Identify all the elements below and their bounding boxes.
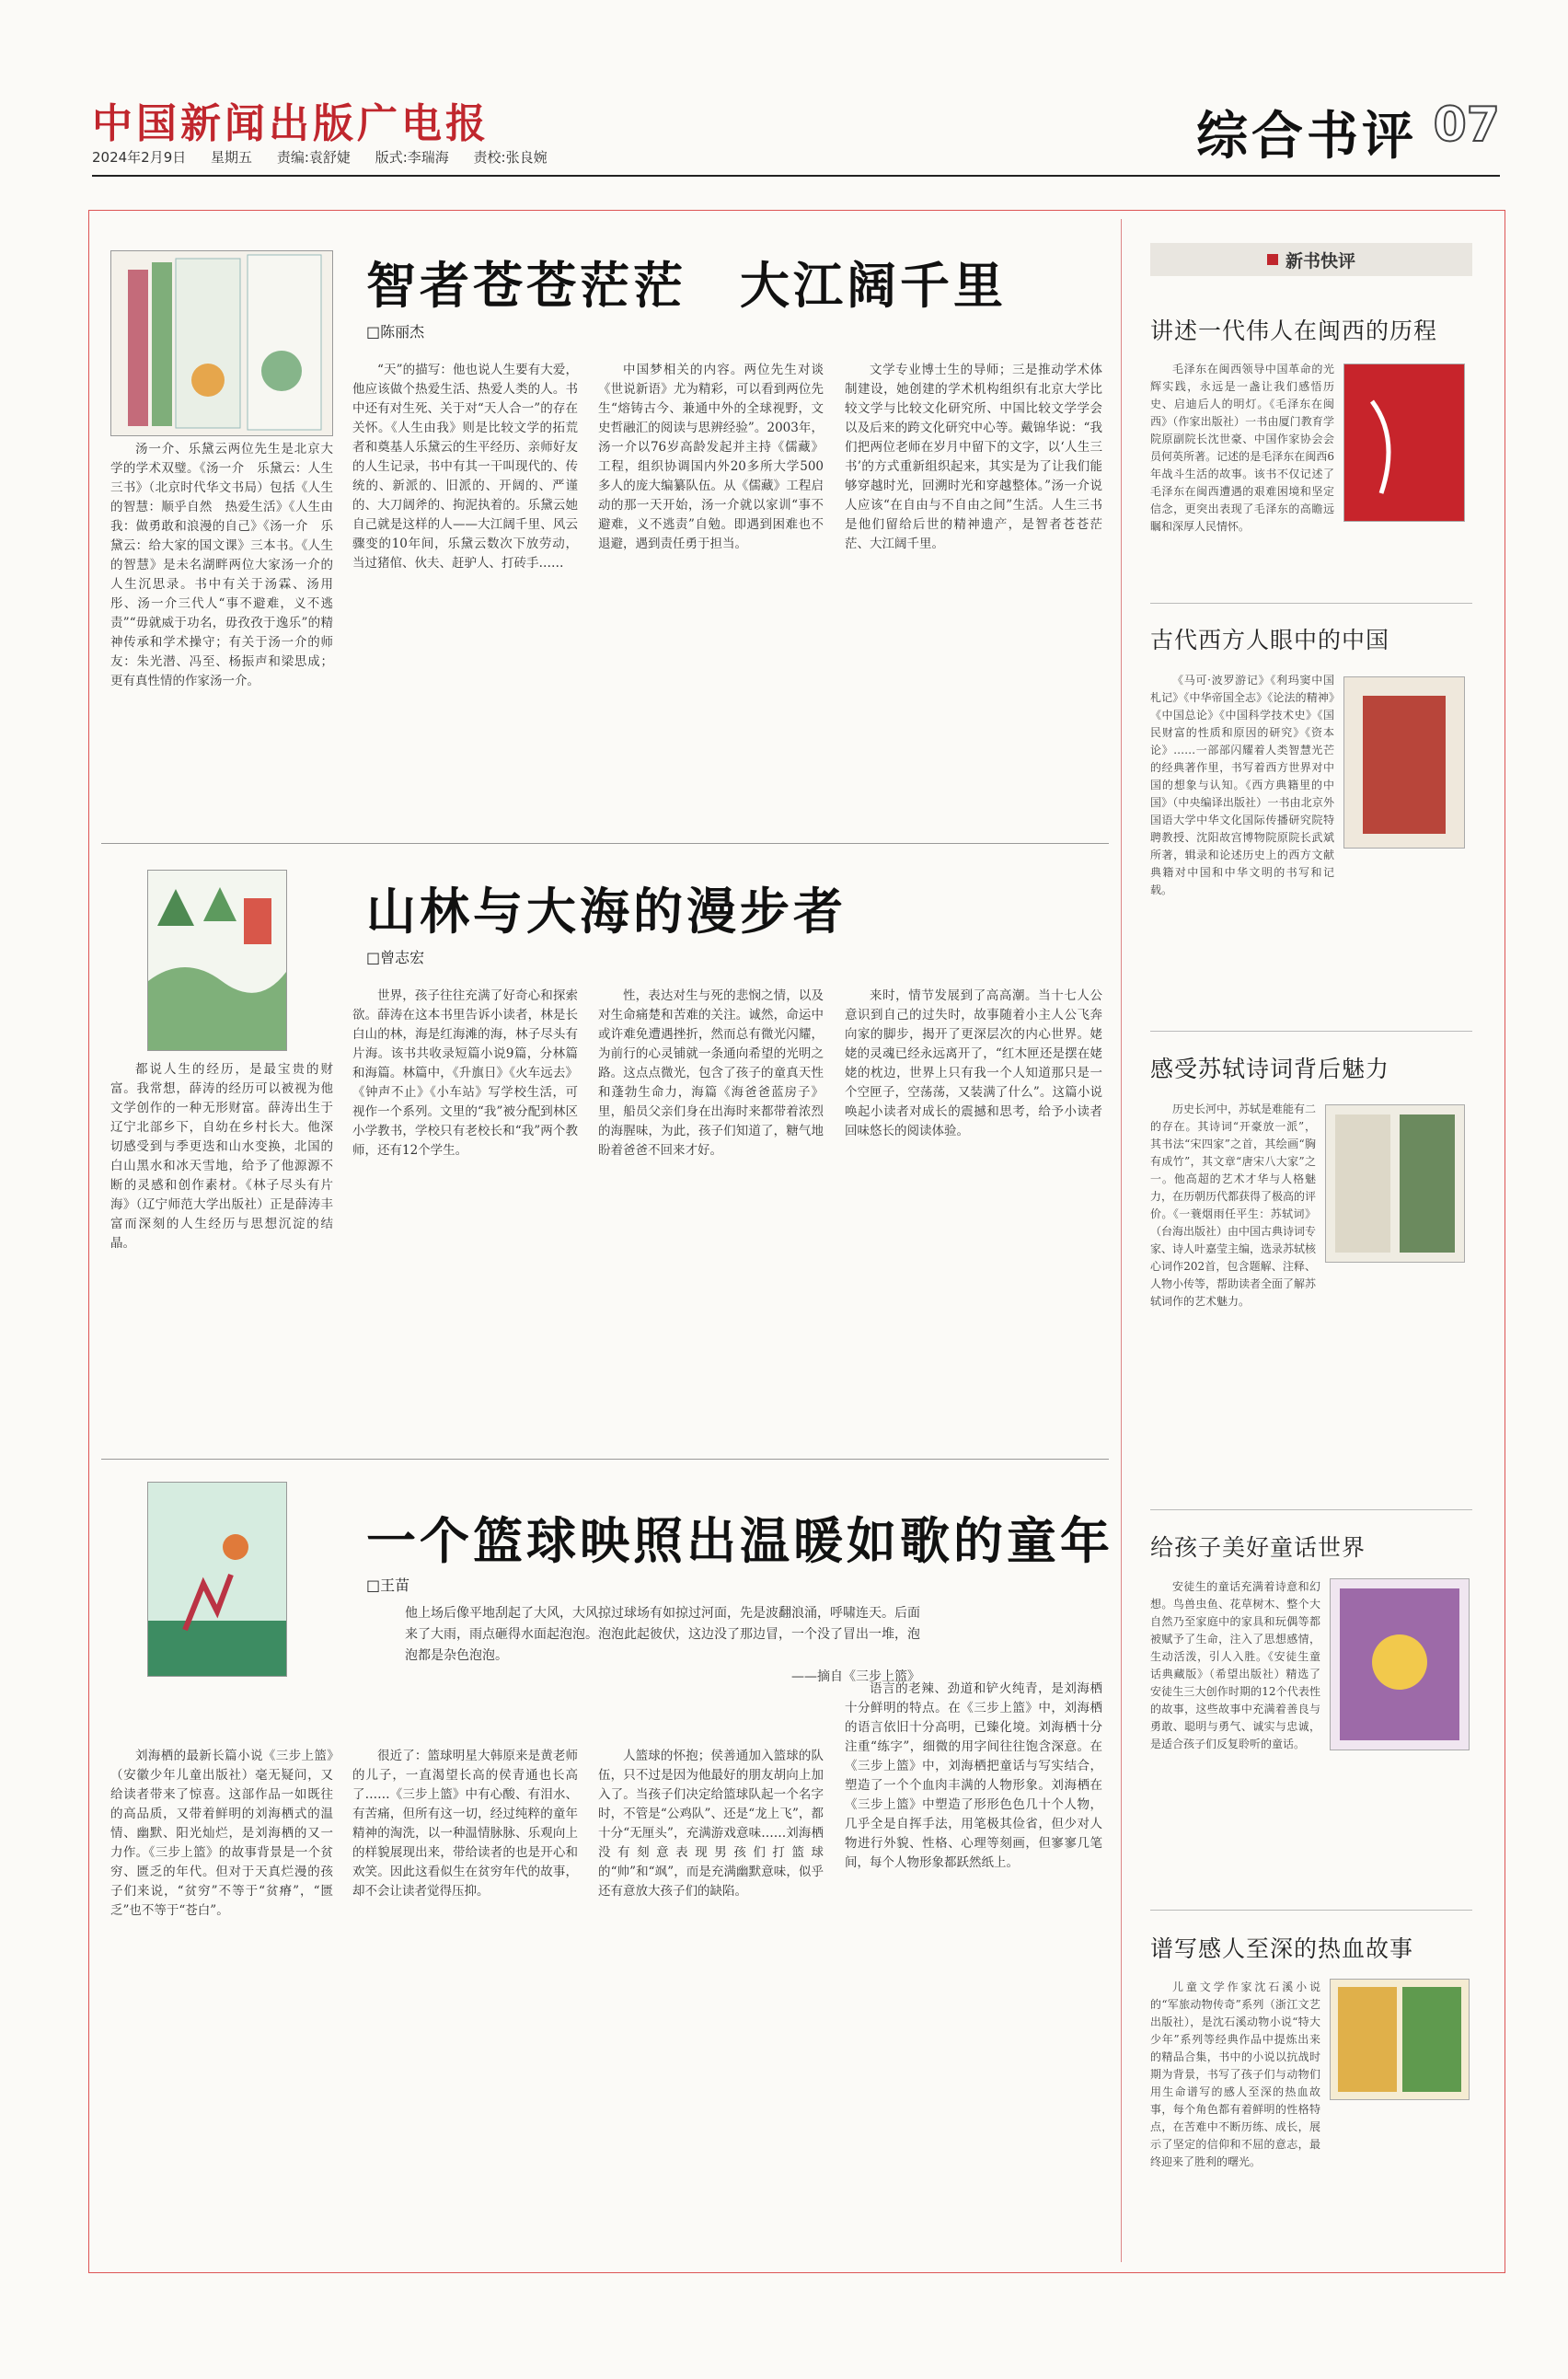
sidebar-item-5-title: 谱写感人至深的热血故事	[1150, 1935, 1414, 1962]
sidebar-item-1-body: 毛泽东在闽西领导中国革命的光辉实践，永远是一盏让我们感悟历史、启迪后人的明灯。《毛泽东在闽西》（作家出版社）一书由厦门教育学院原副院长沈世豪、中国作家协会会员何英所著。记述的是毛泽东在闽西6年战斗生活的故事。该书不仅记述了毛泽东在闽西遭遇的艰难困境和坚定信念，更突出表现了毛泽东的高瞻远瞩和深厚人民情怀。	[1150, 363, 1334, 533]
book-cover-renshengsanshu	[110, 250, 333, 436]
sidebar-item-4-body: 安徒生的童话充满着诗意和幻想。鸟兽虫鱼、花草树木、整个大自然乃至家庭中的家具和玩偶等都被赋予了生命，注入了思想感情，生动活泼，引人入胜。《安徒生童话典藏版》（希望出版社）精选了安徒生三大创作时期的12个代表性的故事，这些故事中充满着善良与勇敢、聪明与勇气、诚实与忠诚，是适合孩子们反复聆听的童话。	[1150, 1580, 1320, 1750]
article-3-byline: □王苗	[366, 1576, 410, 1594]
book-cover-linzijintou	[147, 870, 287, 1051]
sidebar-item-1-title: 讲述一代伟人在闽西的历程	[1150, 318, 1438, 344]
article-2-col-1: 都说人生的经历，是最宝贵的财富。我常想，薛涛的经历可以被视为他文学创作的一种无形财富。薛涛出生于辽宁北部乡下，自幼在乡村长大。他深切感受到与季更迭和山水变换，北国的白山黑水和冰天雪地，给予了他源源不断的灵感和创作素材。《林子尽头有片海》（辽宁师范大学出版社）正是薛涛丰富而深刻的人生经历与思想沉淀的结晶。	[110, 1062, 333, 1251]
article-2-col-3: 性，表达对生与死的悲悯之情，以及对生命痛楚和苦难的关注。诚然，命运中或许难免遭遇挫折，然而总有微光闪耀，为前行的心灵铺就一条通向希望的光明之路。这点点微光，包含了孩子的童真天性和蓬勃生命力，海篇《海爸爸蓝房子》里，船员父亲们身在出海时来都带着浓烈的海腥味，为此，孩子们知道了，糖气地盼着爸爸不回来才好。	[598, 988, 824, 1158]
article-1-col-1: 汤一介、乐黛云两位先生是北京大学的学术双璧。《汤一介 乐黛云：人生三书》（北京时代华文书局）包括《人生的智慧：顺乎自然 热爱生活》《人生由我：做勇敢和浪漫的自己》《汤一介 乐黛云：给大家的国文课》三本书。《人生的智慧》是未名湖畔两位大家汤一介的人生沉思录。书中有关于汤霖、汤用彤、汤一介三代人“事不避难，义不逃责”“毋就威于功名，毋孜孜于逸乐”的精神传承和学术操守；有关于汤一介的师友：朱光潜、冯至、杨振声和梁思成；更有真性情的作家汤一介。	[110, 442, 333, 688]
sidebar-square-icon	[1267, 254, 1278, 265]
article-3-col-2: 很近了：篮球明星大韩原来是黄老师的儿子，一直渴望长高的侯青通也长高了……《三步上篮》中有心酸、有泪水、有苦痛，但所有这一切，经过纯粹的童年精神的淘洗，以一种温情脉脉、乐观向上的样貌展现出来，带给读者的也是开心和欢笑。因此这看似生在贫穷年代的故事，却不会让读者觉得压抑。	[352, 1749, 578, 1899]
article-1-col-3: 中国梦相关的内容。两位先生对谈《世说新语》尤为精彩，可以看到两位先生“熔铸古今、兼通中外的全球视野，文史哲融汇的阅读与思辨经验”。2003年，汤一介以76岁高龄发起并主持《儒藏》工程，组织协调国内外20多所大学500多人的庞大编纂队伍。从《儒藏》工程启动的那一天开始，汤一介就以家训“事不避难，义不逃责”自勉。即遇到困难也不退避，遇到责任勇于担当。	[598, 363, 824, 551]
newspaper-logo: 中国新闻出版广电报	[92, 100, 490, 147]
proof-credit: 责校:张良婉	[473, 149, 548, 166]
sidebar-item-4-title: 给孩子美好童话世界	[1150, 1534, 1366, 1561]
sidebar-item-2-title: 古代西方人眼中的中国	[1150, 627, 1390, 653]
masthead	[92, 90, 1500, 182]
article-3-col-3: 人篮球的怀抱；侯善通加入篮球的队伍，只不过是因为他最好的朋友胡向上加入了。当孩子们决定给篮球队起一个名字时，不管是“公鸡队”、还是“龙上飞”，都十分“无厘头”，充满游戏意味……刘海栖没有刻意表现男孩们打篮球的“帅”和“飒”，而是充满幽默意味，似乎还有意放大孩子们的缺陷。	[598, 1749, 824, 1899]
issue-weekday: 星期五	[211, 149, 253, 166]
pull-quote-text: 他上场后像平地刮起了大风，大风掠过球场有如掠过河面，先是波翻浪涌，呼啸连天。后面来了大雨，雨点砸得水面起泡泡。泡泡此起彼伏，这边没了那边冒，一个没了冒出一堆，泡泡都是杂色泡泡。	[405, 1606, 920, 1663]
sidebar-item-2-body: 《马可·波罗游记》《利玛窦中国札记》《中华帝国全志》《论法的精神》《中国总论》《中国科学技术史》《国民财富的性质和原因的研究》《资本论》……一部部闪耀着人类智慧光芒的经典著作里，书写着西方世界对中国的想象与认知。《西方典籍里的中国》（中央编译出版社）一书由北京外国语大学中华文化国际传播研究院特聘教授、沈阳故宫博物院原院长武斌所著，辑录和论述历史上的西方文献典籍对中国和中华文明的书写和记载。	[1150, 674, 1334, 896]
sidebar-rule-2	[1150, 1031, 1472, 1032]
book-cover-sanbushanglan	[147, 1482, 287, 1677]
article-divider-1	[101, 843, 1109, 844]
page-number: 07	[1433, 98, 1500, 153]
article-3-headline: 一个篮球映照出温暖如歌的童年	[366, 1511, 1113, 1570]
section-title: 综合书评	[1196, 107, 1417, 167]
sidebar-rule-1	[1150, 603, 1472, 604]
layout-credit: 版式:李瑞海	[375, 149, 449, 166]
editor-credit: 责编:袁舒婕	[276, 149, 351, 166]
article-2-col-2: 世界，孩子往往充满了好奇心和探索欲。薛涛在这本书里告诉小读者，林是长白山的林，海是红海滩的海，林子尽头有片海。该书共收录短篇小说9篇，分林篇和海篇。林篇中，《升旗日》《火车远去》《钟声不止》《小车站》写学校生活，可视作一个系列。文里的“我”被分配到林区小学教书，学校只有老校长和“我”两个教师，还有12个学生。	[352, 988, 578, 1158]
article-1-headline: 智者苍苍茫茫 大江阔千里	[366, 256, 1007, 315]
article-1-byline: □陈丽杰	[366, 323, 425, 341]
sidebar-rule-4	[1150, 1910, 1472, 1911]
article-1-col-4: 文学专业博士生的导师；三是推动学术体制建设，她创建的学术机构组织有北京大学比较文学与比较文化研究所、中国比较文学学会以及后来的跨文化研究中心等。戴锦华说：“我们把两位老师在岁月中留下的文字，以‘人生三书’的方式重新组织起来，其实是为了让我们能够穿越时光，回溯时光和穿越整体。”汤一介说人应该“在自由与不自由之间”生活。人生三书是他们留给后世的精神遗产，是智者苍苍茫茫、大江阔千里。	[845, 363, 1102, 551]
pull-quote	[405, 1603, 920, 1688]
article-divider-2	[101, 1459, 1109, 1460]
sidebar-item-3-title: 感受苏轼诗词背后魅力	[1150, 1056, 1390, 1082]
column-divider	[1121, 219, 1122, 2262]
pull-quote-source: ——摘自《三步上篮》	[791, 1669, 920, 1684]
sidebar-item-3-body: 历史长河中，苏轼是难能有二的存在。其诗词“开豪放一派”，其书法“宋四家”之首，其绘画“胸有成竹”，其文章“唐宋八大家”之一。他高超的艺术才华与人格魅力，在历朝历代都获得了极高的评价。《一蓑烟雨任平生：苏轼词》（台海出版社）由中国古典诗词专家、诗人叶嘉莹主编，选录苏轼核心词作202首，包含题解、注释、人物小传等，帮助读者全面了解苏轼词作的艺术魅力。	[1150, 1103, 1317, 1308]
article-1-col-2: “天”的描写：他也说人生要有大爱，他应该做个热爱生活、热爱人类的人。书中还有对生死、关于对“天人合一”的存在关怀。《人生由我》则是比较文学的拓荒者和奠基人乐黛云的生平经历、亲师好友的人生记录，书中有其一干叫现代的、传统的、新派的、旧派的、开阔的、严谨的、大刀阔斧的、拘泥执着的。乐黛云她自己就是这样的人——大江阔千里、风云骤变的10年间，乐黛云数次下放劳动，当过猪倌、伙夫、赶驴人、打砖手……	[352, 363, 578, 571]
article-3-col-1: 刘海栖的最新长篇小说《三步上篮》（安徽少年儿童出版社）毫无疑问，又给读者带来了惊喜。这部作品一如既往的高品质，又带着鲜明的刘海栖式的温情、幽默、阳光灿烂，是刘海栖的又一力作。《三步上篮》的故事背景是一个贫穷、匮乏的年代。但对于天真烂漫的孩子们来说，“贫穷”不等于“贫瘠”，“匮乏”也不等于“苍白”。	[110, 1749, 333, 1918]
sidebar-item-1-cover	[1343, 364, 1465, 522]
sidebar-rule-3	[1150, 1509, 1472, 1510]
article-3-col-4: 语言的老辣、劲道和铲火纯青，是刘海栖十分鲜明的特点。在《三步上篮》中，刘海栖的语言依旧十分高明，已臻化境。刘海栖十分注重“练字”，细微的用字间往往饱含深意。在《三步上篮》中，刘海栖把童话与写实结合，塑造了一个个血肉丰满的人物形象。刘海栖在《三步上篮》中塑造了形形色色几十个人物，几乎全是自挥手法，用笔极其俭省，但少对人物进行外貌、性格、心理等刻画，但寥寥几笔间，每个人物形象都跃然纸上。	[845, 1681, 1102, 1870]
sidebar-header: 新书快评	[1150, 243, 1472, 276]
masthead-rule	[92, 175, 1500, 177]
article-2-col-4: 来时，情节发展到了高高潮。当十七人公意识到自己的过失时，故事随着小主人公飞奔向家的脚步，揭开了更深层次的内心世界。姥姥的灵魂已经永远离开了，“红木匣还是摆在姥姥的枕边，世界上只有我一个人知道那只是一个空匣子，空荡荡，又装满了什么”。这篇小说唤起小读者对成长的震撼和思考，给予小读者回味悠长的阅读体验。	[845, 988, 1102, 1138]
issue-date: 2024年2月9日	[92, 149, 187, 166]
issue-meta	[92, 147, 568, 167]
sidebar-item-5-body: 儿童文学作家沈石溪小说的“军旅动物传奇”系列（浙江文艺出版社），是沈石溪动物小说“特大少年”系列等经典作品中提炼出来的精品合集，书中的小说以抗战时期为背景，书写了孩子们与动物们用生命谱写的感人至深的热血故事，每个角色都有着鲜明的性格特点，在苦难中不断历练、成长，展示了坚定的信仰和不屈的意志，最终迎来了胜利的曙光。	[1150, 1981, 1320, 2168]
article-2-byline: □曾志宏	[366, 949, 425, 966]
article-2-headline: 山林与大海的漫步者	[366, 882, 847, 941]
